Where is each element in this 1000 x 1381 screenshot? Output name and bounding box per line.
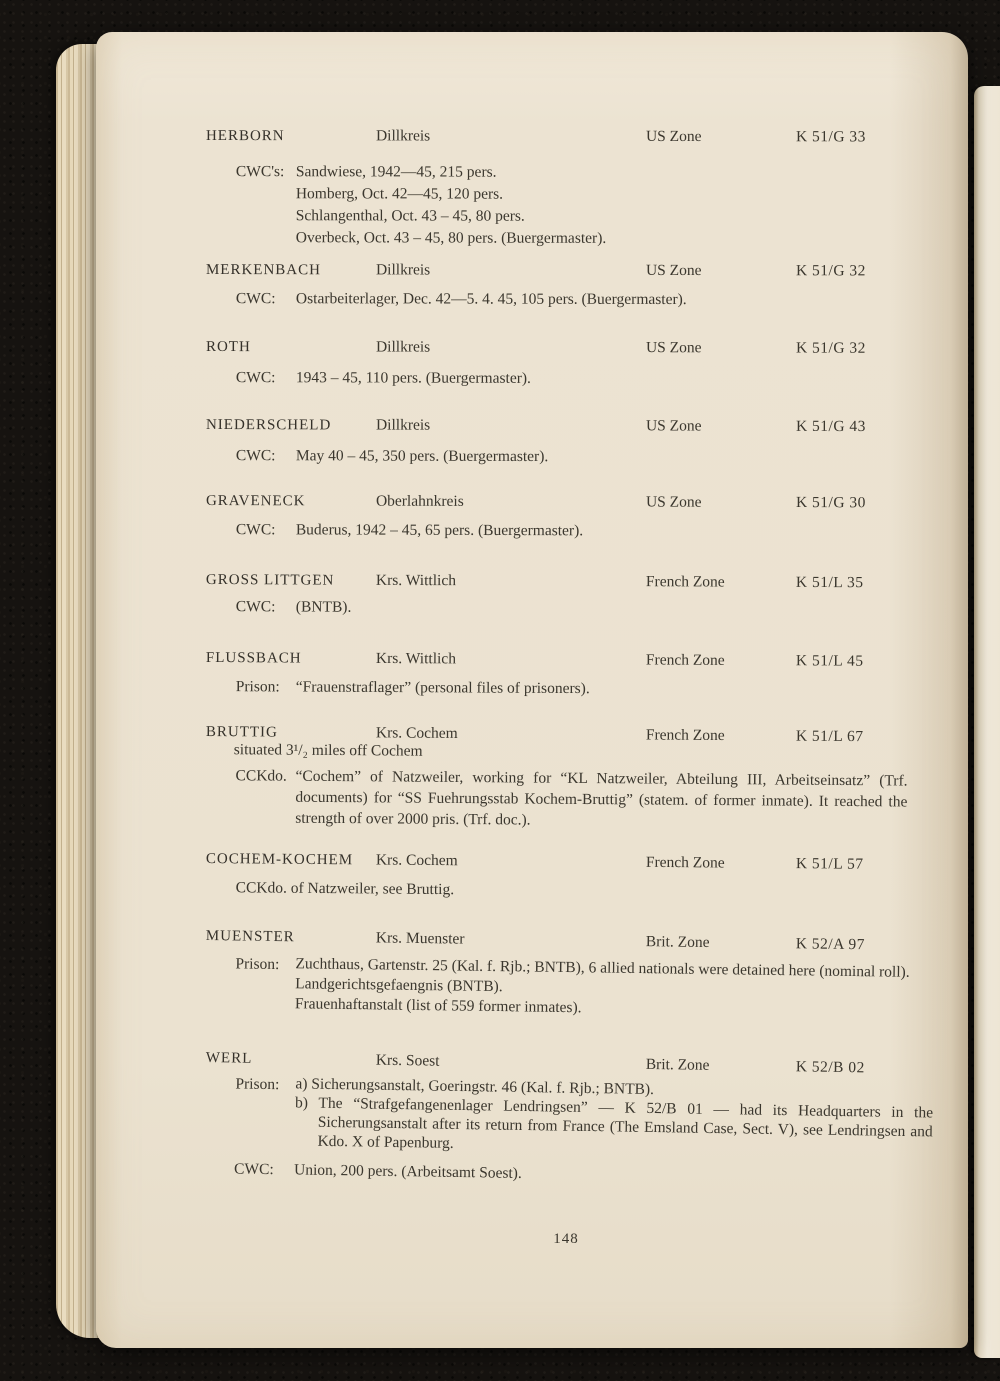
detail-label: Prison: [235,1075,280,1094]
entry-district: Oberlahnkreis [375,492,464,510]
detail-row [236,877,932,905]
entry-zone: US Zone [645,127,702,146]
entry-district: Dillkreis [375,338,431,356]
entry-district: Krs. Soest [375,1051,440,1070]
entry-zone: US Zone [645,261,702,280]
entry-grid-ref: K 52/A 97 [795,935,866,954]
entry-name: BRUTTIG [205,723,278,741]
detail-row [234,1158,930,1191]
detail-line: May 40 – 45, 350 pers. (Buergermaster). [295,447,549,466]
entry-grid-ref: K 51/L 57 [795,855,864,873]
detail-row [234,1073,934,1160]
detail-row [236,596,932,621]
entry-herborn [205,125,932,247]
detail-row [235,765,931,833]
item-marker: a) [295,1075,308,1093]
entry-district: Krs. Cochem [375,724,458,742]
detail-label: CWC: [235,369,276,387]
detail-item-b [294,1093,933,1160]
detail-line: Overbeck, Oct. 43 – 45, 80 pers. (Buergermaster). [295,229,607,247]
detail-line: Frauenhaftanstalt (list of 559 former inmates). [294,995,582,1017]
detail-row [236,519,932,543]
detail-label: CCKdo. [235,767,287,785]
entry-name: MUENSTER [205,927,295,946]
entry-niederscheld [205,414,932,466]
entry-zone: French Zone [645,651,725,669]
detail-row [236,676,932,702]
entry-note: situated 3¹/₂ miles off Cochem [233,741,423,760]
entry-name: WERL [205,1049,253,1067]
entry-name: ROTH [205,339,251,356]
detail-line: 1943 – 45, 110 pers. (Buergermaster). [295,369,531,387]
entry-bruttig [205,721,932,829]
detail-line: Landgerichtsgefaengnis (BNTB). [295,975,503,996]
detail-label: CCKdo. [235,879,287,897]
entry-name: MERKENBACH [205,262,322,279]
detail-row [236,161,932,250]
entry-zone: Brit. Zone [645,933,710,952]
item-text: Sicherungsanstalt, Goeringstr. 46 (Kal. f. Rjb.; BNTB). [311,1075,655,1099]
entry-graveneck [205,490,932,540]
entry-zone: French Zone [645,853,725,872]
detail-label: CWC: [235,598,276,616]
detail-row [236,445,932,469]
detail-line: “Frauenstraflager” (personal files of prisoners). [295,678,590,698]
entry-district: Krs. Muenster [375,929,465,948]
detail-label: CWC: [235,521,276,539]
entry-flussbach [205,647,932,698]
entry-name: COCHEM-KOCHEM [205,850,354,869]
detail-lines [296,161,932,250]
detail-line: Homberg, Oct. 42—45, 120 pers. [295,185,504,203]
page-content [96,32,968,1348]
entry-grid-ref: K 51/G 32 [795,339,866,357]
entry-zone: US Zone [645,339,702,357]
entry-cochem-kochem [205,848,932,899]
item-marker: b) [294,1094,309,1112]
detail-line: Ostarbeiterlager, Dec. 42—5. 4. 45, 105 pers. (Buergermaster). [295,290,687,309]
detail-line: Buderus, 1942 – 45, 65 pers. (Buergermaster). [295,521,584,540]
detail-line: Union, 200 pers. (Arbeitsamt Soest). [293,1161,522,1182]
detail-line: Schlangenthal, Oct. 43 – 45, 80 pers. [295,207,525,225]
detail-label: CWC: [233,1160,274,1179]
entry-grid-ref: K 51/L 45 [795,652,864,670]
entry-district: Dillkreis [375,416,431,434]
detail-line: Sandwiese, 1942—45, 215 pers. [295,163,497,181]
entry-grid-ref: K 51/G 30 [795,494,866,512]
detail-paragraph: Zuchthaus, Gartenstr. 25 (Kal. f. Rjb.; BNTB), 6 allied nationals were detained here (nominal roll). [295,955,910,981]
detail-label: Prison: [235,955,280,974]
detail-label: CWC's: [235,163,285,181]
entry-district: Krs. Cochem [375,851,458,870]
entry-merkenbach [205,259,932,309]
detail-label: Prison: [235,678,280,696]
entry-name: GROSS LITTGEN [205,571,335,589]
detail-row [236,288,932,311]
entry-zone: US Zone [645,417,702,435]
entry-werl [205,1047,934,1182]
entry-district: Dillkreis [375,261,431,279]
entry-grid-ref: K 52/B 02 [795,1058,865,1077]
entry-name: HERBORN [205,127,285,145]
entry-grid-ref: K 51/G 32 [795,262,866,280]
entry-gross-littgen [205,569,932,616]
book-page [96,32,968,1348]
detail-label: CWC: [235,447,276,465]
entry-grid-ref: K 51/G 43 [795,417,866,436]
entry-muenster [205,925,932,1017]
page-number: 148 [553,1231,579,1247]
entry-zone: French Zone [645,573,725,591]
next-page-edge [974,86,1000,1358]
detail-label: CWC: [235,290,276,308]
detail-text: of Natzweiler, see Bruttig. [290,879,455,899]
entry-grid-ref: K 51/L 67 [795,727,864,746]
entry-district: Krs. Wittlich [375,571,457,590]
detail-line: (BNTB). [295,598,352,616]
item-text: The “Strafgefangenenlager Lendringsen” — K 52/B 01 — had its Headquarters in the Sicherungsanstalt after its return from France (The Emsland Case, Sect. V), see Lendringsen and Kdo. X of Papenburg. [317,1094,934,1152]
detail-row [235,953,932,1023]
entry-grid-ref: K 51/L 35 [795,573,864,592]
entry-name: FLUSSBACH [205,649,302,667]
entry-district: Krs. Wittlich [375,649,457,668]
entry-name: GRAVENECK [205,492,306,510]
detail-row [236,367,932,391]
entry-zone: Brit. Zone [645,1055,710,1074]
detail-paragraph: “Cochem” of Natzweiler, working for “KL Natzweiler, Abteilung III, Arbeitseinsatz” (Trf. documents) for “SS Fuehrungsstab Kochem-Bruttig” (statem. of former inmate). It reached the strength of over 2000 pris. (Trf. doc.). [295,767,908,829]
entry-zone: French Zone [645,726,725,745]
entry-roth [205,336,932,387]
entry-zone: US Zone [645,493,702,511]
entry-name: NIEDERSCHELD [205,417,332,434]
entry-grid-ref: K 51/G 33 [795,128,866,146]
detail-line [236,877,932,905]
entry-district: Dillkreis [375,127,431,145]
